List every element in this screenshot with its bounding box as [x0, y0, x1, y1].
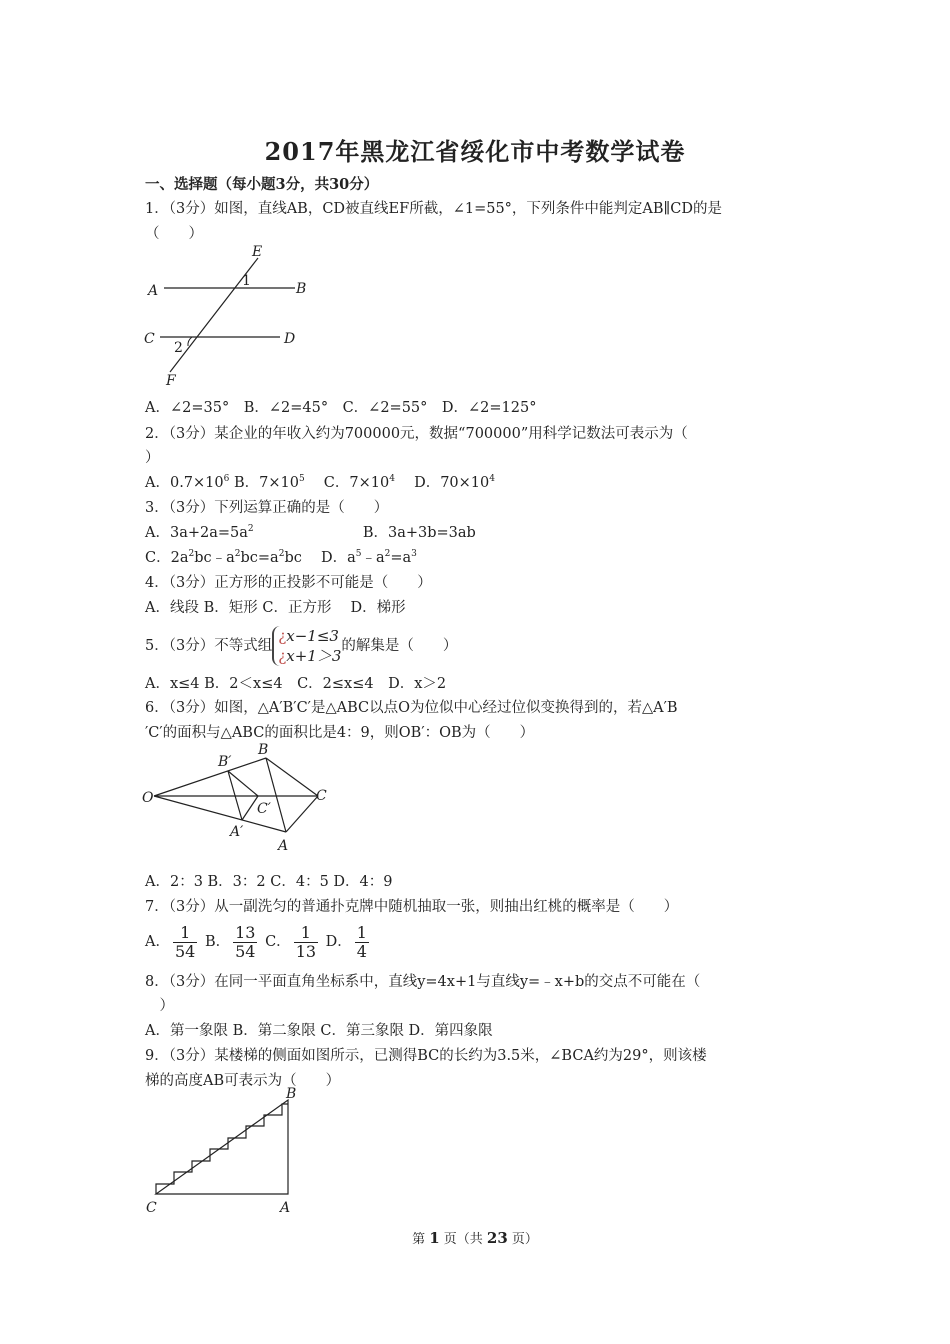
question-6-stem: 6．（3分）如图，△A′B′C′是△ABC以点O为位似中心经过位似变换得到的，若△A′B [145, 700, 678, 716]
q2-option-d: D．70×10 [399, 475, 490, 491]
question-1-stem: 1．（3分）如图，直线AB，CD被直线EF所截，∠1=55°，下列条件中能判定AB∥CD的是 [145, 201, 722, 217]
q3-option-c-exp2: 2 [234, 549, 241, 560]
q3-option-d-1: D．a [306, 550, 356, 566]
fig1-label-F: F [166, 373, 176, 389]
question-2-stem-cont: ） [145, 450, 160, 466]
question-9-stem-cont: 梯的高度AB可表示为（ ） [145, 1073, 341, 1089]
question-2-stem: 2．（3分）某企业的年收入约为700000元，数据“700000”用科学记数法可表示为（ [145, 426, 688, 442]
q2-option-d-exp: 4 [489, 474, 495, 485]
question-2-options [145, 473, 495, 493]
q3-option-c-3: bc=a [240, 550, 279, 566]
q2-option-a-exp: 6 [223, 474, 230, 485]
question-3-stem: 3．（3分）下列运算正确的是（ ） [145, 500, 389, 516]
question-1-stem-cont: （ ） [145, 226, 203, 242]
q7-option-a: A． [145, 934, 170, 950]
fig1-label-C: C [144, 331, 155, 347]
q3-option-c-2: bc﹣a [194, 550, 235, 566]
fig6-label-Bp: B′ [218, 754, 232, 770]
q3-option-d-3: =a [390, 550, 412, 566]
footer-pre: 第 [412, 1232, 430, 1247]
q3-option-d-exp1: 5 [355, 549, 362, 560]
q2-option-a: A．0.7×10 [145, 475, 224, 491]
footer-post: 页） [507, 1232, 538, 1247]
q5-row-1: ¿x−1≤3 [278, 627, 339, 645]
q3-option-a: A．3a+2a=5a [145, 525, 248, 541]
q3-option-b: B．3a+3b=3ab [362, 525, 476, 541]
fig1-label-B: B [296, 281, 307, 297]
question-8-options: A．第一象限 B．第二象限 C．第三象限 D．第四象限 [145, 1023, 493, 1039]
question-5-stem [145, 624, 457, 668]
q3-option-d-exp3: 3 [411, 549, 417, 560]
q2-option-c: C．7×10 [309, 475, 390, 491]
fig9-label-A: A [280, 1200, 291, 1216]
q7-option-a-fraction: $\frac{1}{54}$ [174, 922, 196, 961]
q3-option-c-1: C．2a [145, 550, 189, 566]
q2-option-b: B．7×10 [233, 475, 299, 491]
fig6-label-C: C [316, 788, 327, 804]
q5-inequality-system [272, 626, 341, 666]
question-1-figure [140, 240, 320, 390]
question-3-options-ab [145, 523, 476, 543]
footer-page-number: 1 [429, 1229, 440, 1247]
q5-row-2: ¿x+1＞3 [278, 647, 342, 665]
question-6-figure [140, 740, 340, 860]
question-8-stem: 8．（3分）在同一平面直角坐标系中，直线y=4x+1与直线y=﹣x+b的交点不可能在（ [145, 974, 701, 990]
question-7-options [145, 920, 372, 964]
footer-total-pages: 23 [486, 1229, 508, 1247]
question-7-stem: 7．（3分）从一副洗匀的普通扑克牌中随机抽取一张，则抽出红桃的概率是（ ） [145, 899, 679, 915]
fig1-label-A: A [148, 283, 159, 299]
footer-mid: 页（共 [439, 1232, 487, 1247]
q5-stem-post: 的解集是（ ） [341, 638, 458, 654]
fig6-label-Cp: C′ [257, 801, 271, 817]
fig6-label-O: O [142, 790, 154, 806]
q3-option-c-exp3: 2 [278, 549, 285, 560]
q7-option-c-fraction: $\frac{1}{13}$ [295, 922, 317, 961]
q7-option-b-fraction: $\frac{13}{54}$ [235, 922, 256, 961]
question-4-options: A．线段 B．矩形 C．正方形 D．梯形 [145, 600, 406, 616]
question-8-stem-cont: ） [145, 998, 174, 1014]
fig9-label-B: B [286, 1086, 297, 1102]
q7-option-c: C． [265, 934, 291, 950]
q7-option-d-fraction: $\frac{1}{4}$ [356, 922, 367, 961]
question-6-stem-cont: ′C′的面积与△ABC的面积比是4：9，则OB′：OB为（ ） [145, 725, 535, 741]
fig6-label-A: A [278, 838, 289, 854]
question-9-figure [140, 1088, 310, 1216]
page-footer [0, 1228, 950, 1247]
q2-option-c-exp: 4 [389, 474, 395, 485]
q3-option-c-4: bc [284, 550, 302, 566]
q3-option-d-exp2: 2 [384, 549, 391, 560]
fig1-label-2: 2 [174, 340, 183, 356]
q3-option-d-2: ﹣a [361, 550, 385, 566]
q3-option-c-exp1: 2 [188, 549, 195, 560]
question-3-options-cd [145, 548, 417, 568]
fig1-label-E: E [252, 244, 263, 260]
question-5-options: A．x≤4 B．2＜x≤4 C．2≤x≤4 D．x＞2 [145, 676, 447, 692]
fig6-label-Ap: A′ [230, 824, 244, 840]
q5-stem-pre: 5．（3分）不等式组 [145, 638, 273, 654]
fig9-label-C: C [146, 1200, 157, 1216]
section-heading: 一、选择题（每小题3分，共30分） [145, 176, 379, 193]
fig6-label-B: B [258, 742, 269, 758]
page-title: 2017年黑龙江省绥化市中考数学试卷 [264, 137, 686, 166]
question-4-stem: 4．（3分）正方形的正投影不可能是（ ） [145, 575, 432, 591]
question-1-options: A．∠2=35° B．∠2=45° C．∠2=55° D．∠2=125° [145, 400, 537, 416]
fig1-label-1: 1 [242, 273, 251, 289]
q7-option-b: B． [204, 934, 231, 950]
question-6-options: A．2：3 B．3：2 C．4：5 D．4：9 [145, 874, 393, 890]
q3-option-a-exp: 2 [247, 524, 254, 535]
q7-option-d: D． [325, 934, 352, 950]
fig1-label-D: D [284, 331, 296, 347]
q2-option-b-exp: 5 [298, 474, 305, 485]
question-9-stem: 9．（3分）某楼梯的侧面如图所示，已测得BC的长约为3.5米，∠BCA约为29°，则该楼 [145, 1048, 707, 1064]
